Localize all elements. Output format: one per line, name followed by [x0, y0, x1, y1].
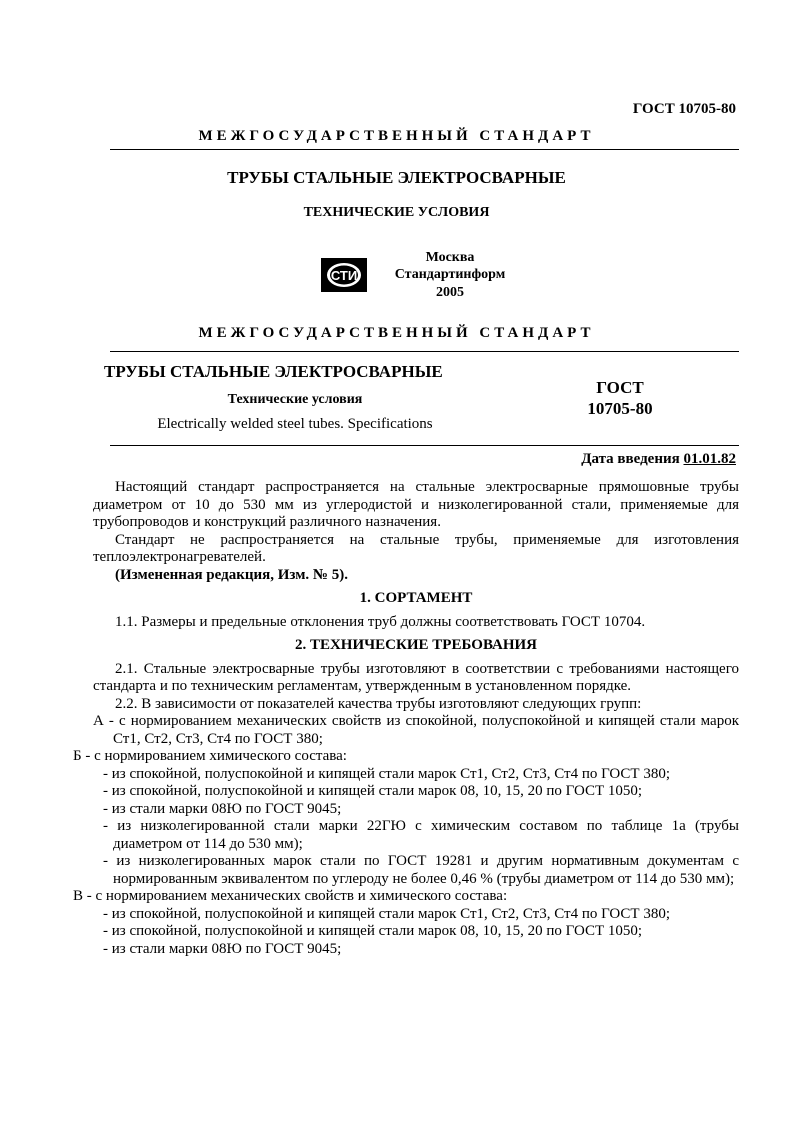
list-item: - из спокойной, полуспокойной и кипящей стали марок Ст1, Ст2, Ст3, Ст4 по ГОСТ 380;	[103, 905, 671, 922]
paragraph-exclusion: Стандарт не распространяется на стальные трубы, применяемые для изготовления теплоэлектронагревателей.	[93, 531, 739, 565]
list-item: - из стали марки 08Ю по ГОСТ 9045;	[103, 800, 342, 817]
list-item: - из низколегированной стали марки 22ГЮ с химическим составом по таблице 1а (трубы диаметром от 114 до 530 мм);	[103, 818, 739, 852]
group-v: В - с нормированием механических свойств и химического состава:	[73, 888, 508, 904]
standard-title: ТРУБЫ СТАЛЬНЫЕ ЭЛЕКТРОСВАРНЫЕ	[104, 362, 443, 381]
divider	[110, 149, 739, 150]
section-heading-technical-requirements: 2. ТЕХНИЧЕСКИЕ ТРЕБОВАНИЯ	[294, 637, 538, 653]
gost-code-label: ГОСТ	[596, 378, 644, 397]
standartinform-logo-icon	[320, 257, 368, 293]
list-item: - из низколегированных марок стали по ГОСТ 19281 и другим нормативным документам с нормированным эквивалентом по углероду не более 0,46 % (трубы диаметром от 114 до 530 мм);	[103, 853, 739, 887]
list-item: - из спокойной, полуспокойной и кипящей стали марок Ст1, Ст2, Ст3, Ст4 по ГОСТ 380;	[103, 765, 671, 782]
cover-subtitle: ТЕХНИЧЕСКИЕ УСЛОВИЯ	[303, 205, 490, 220]
list-item: - из спокойной, полуспокойной и кипящей стали марок 08, 10, 15, 20 по ГОСТ 1050;	[103, 783, 643, 799]
intro-date-label: Дата введения	[581, 451, 680, 467]
interstate-standard-heading-2: МЕЖГОСУДАРСТВЕННЫЙ СТАНДАРТ	[198, 325, 595, 341]
section-heading-assortment: 1. СОРТАМЕНТ	[359, 590, 473, 606]
gost-number: ГОСТ 10705-80	[632, 101, 736, 117]
cover-title: ТРУБЫ СТАЛЬНЫЕ ЭЛЕКТРОСВАРНЫЕ	[227, 168, 566, 187]
publisher-city: Москва	[425, 250, 475, 265]
list-item: - из стали марки 08Ю по ГОСТ 9045;	[103, 940, 342, 957]
intro-date-value: 01.01.82	[683, 451, 736, 467]
english-title: Electrically welded steel tubes. Specifications	[157, 416, 433, 432]
group-b: Б - с нормированием химического состава:	[73, 748, 347, 764]
paragraph-amendment-note: (Измененная редакция, Изм. № 5).	[115, 566, 349, 583]
interstate-standard-heading: МЕЖГОСУДАРСТВЕННЫЙ СТАНДАРТ	[198, 128, 595, 144]
clause-1-1: 1.1. Размеры и предельные отклонения труб должны соответствовать ГОСТ 10704.	[115, 613, 646, 630]
group-a: А - с нормированием механических свойств из спокойной, полуспокойной и кипящей стали марок Ст1, Ст2, Ст3, Ст4 по ГОСТ 380;	[93, 713, 739, 747]
standard-subtitle: Технические условия	[227, 392, 363, 407]
list-item: - из спокойной, полуспокойной и кипящей стали марок 08, 10, 15, 20 по ГОСТ 1050;	[103, 923, 643, 939]
divider	[110, 445, 739, 446]
clause-2-2: 2.2. В зависимости от показателей качества трубы изготовляют следующих групп:	[115, 695, 642, 712]
divider	[110, 351, 739, 352]
document-body	[73, 479, 739, 958]
publisher-year: 2005	[436, 285, 464, 300]
intro-date	[581, 451, 736, 468]
logo-text: СТИ	[330, 268, 358, 283]
clause-2-1: 2.1. Стальные электросварные трубы изготовляют в соответствии с требованиями настоящего стандарта и по техническим регламентам, утвержденным в установленном порядке.	[93, 660, 739, 694]
paragraph-scope: Настоящий стандарт распространяется на стальные электросварные прямошовные трубы диаметром от 10 до 530 мм из углеродистой и низколегированной стали, применяемые для трубопроводов и конструкций различного назначения.	[93, 479, 739, 530]
publisher-name: Стандартинформ	[394, 267, 506, 282]
gost-code-number: 10705-80	[587, 399, 653, 418]
